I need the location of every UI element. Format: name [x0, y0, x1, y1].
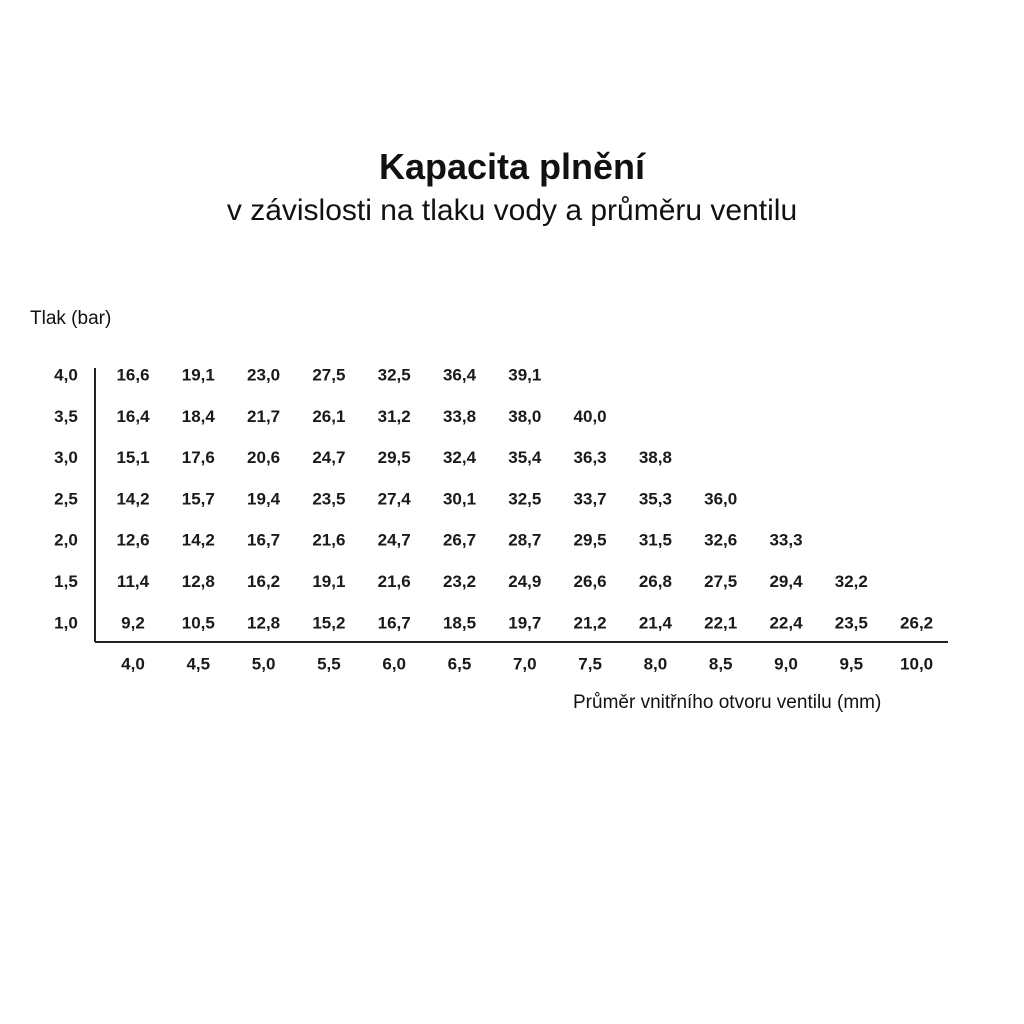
- table-cell-value: 32,5: [377, 365, 411, 385]
- table-cell-value: 19,7: [508, 613, 542, 633]
- table-cell-value: 19,4: [247, 489, 281, 509]
- chart-title: Kapacita plnění: [378, 146, 646, 187]
- table-cell-value: 21,6: [312, 530, 346, 550]
- table-cell-value: 24,9: [508, 572, 542, 591]
- table-cell-value: 21,2: [573, 613, 607, 633]
- table-cell-value: 14,2: [116, 489, 150, 509]
- x-tick-label: 9,0: [774, 654, 798, 674]
- table-cell-value: 14,2: [181, 530, 215, 550]
- table-cell-value: 26,7: [442, 530, 477, 550]
- table-cell-value: 38,8: [638, 448, 672, 468]
- table-cell-value: 16,6: [116, 365, 150, 385]
- table-cell-value: 15,2: [312, 613, 346, 633]
- table-cell-value: 26,8: [638, 572, 672, 591]
- table-cell-value: 24,7: [312, 448, 346, 468]
- x-tick-label: 7,0: [512, 654, 537, 674]
- table-cell-value: 19,1: [312, 572, 346, 591]
- table-cell-value: 33,3: [769, 530, 803, 550]
- y-axis-label: Tlak (bar): [30, 308, 112, 329]
- table-cell-value: 11,4: [116, 572, 150, 591]
- table-cell-value: 22,4: [769, 613, 803, 633]
- table-cell-value: 32,4: [442, 448, 477, 468]
- table-cell-value: 26,2: [900, 613, 934, 633]
- y-tick-label: 2,0: [54, 530, 78, 550]
- table-cell-value: 35,4: [508, 448, 542, 468]
- x-tick-label: 6,0: [382, 654, 407, 674]
- table-cell-value: 18,5: [442, 613, 477, 633]
- table-cell-value: 23,0: [247, 365, 281, 385]
- table-cell-value: 29,5: [377, 448, 411, 468]
- y-tick-label: 4,0: [54, 365, 78, 385]
- table-cell-value: 16,2: [247, 572, 281, 591]
- table-cell-value: 40,0: [573, 406, 607, 426]
- chart-subtitle: v závislosti na tlaku vody a průměru ventilu: [226, 194, 798, 227]
- table-cell-value: 23,2: [442, 572, 477, 591]
- table-cell-value: 32,2: [834, 572, 868, 591]
- x-tick-label: 10,0: [900, 654, 934, 674]
- table-cell-value: 31,5: [638, 530, 672, 550]
- x-tick-label: 8,0: [643, 654, 668, 674]
- x-tick-label: 4,0: [121, 654, 145, 674]
- table-cell-value: 16,4: [116, 406, 150, 426]
- x-tick-label: 9,5: [839, 654, 864, 674]
- table-cell-value: 21,4: [638, 613, 672, 633]
- table-cell-value: 16,7: [377, 613, 411, 633]
- table-cell-value: 20,6: [247, 448, 281, 468]
- table-cell-value: 33,8: [442, 406, 477, 426]
- table-cell-value: 36,4: [442, 365, 477, 385]
- table-cell-value: 16,7: [247, 530, 281, 550]
- table-cell-value: 12,8: [181, 572, 215, 591]
- table-cell-value: 15,1: [116, 448, 150, 468]
- table-cell-value: 21,7: [247, 406, 281, 426]
- table-cell-value: 27,4: [377, 489, 411, 509]
- table-cell-value: 24,7: [377, 530, 411, 550]
- x-tick-label: 5,0: [251, 654, 276, 674]
- table-cell-value: 9,2: [121, 613, 145, 633]
- table-cell-value: 35,3: [638, 489, 672, 509]
- table-cell-value: 15,7: [181, 489, 215, 509]
- table-cell-value: 28,7: [508, 530, 542, 550]
- table-cell-value: 29,4: [769, 572, 803, 591]
- table-cell-value: 26,1: [312, 406, 346, 426]
- table-cell-value: 17,6: [181, 448, 215, 468]
- table-cell-value: 21,6: [377, 572, 411, 591]
- table-cell-value: 32,6: [704, 530, 738, 550]
- table-cell-value: 30,1: [442, 489, 477, 509]
- y-tick-label: 3,5: [54, 406, 78, 426]
- table-cell-value: 27,5: [312, 365, 346, 385]
- table-cell-value: 22,1: [704, 613, 738, 633]
- y-tick-label: 3,0: [54, 448, 78, 468]
- y-tick-label: 1,0: [54, 613, 78, 633]
- table-cell-value: 36,3: [573, 448, 607, 468]
- x-tick-label: 7,5: [578, 654, 602, 674]
- x-axis-label: Průměr vnitřního otvoru ventilu (mm): [573, 692, 882, 713]
- x-tick-label: 8,5: [708, 654, 733, 674]
- y-tick-label: 1,5: [54, 572, 78, 591]
- table-cell-value: 33,7: [573, 489, 607, 509]
- table-cell-value: 10,5: [181, 613, 215, 633]
- table-cell-value: 29,5: [573, 530, 607, 550]
- table-cell-value: 38,0: [508, 406, 542, 426]
- table-cell-value: 23,5: [312, 489, 346, 509]
- table-cell-value: 18,4: [181, 406, 215, 426]
- x-tick-label: 4,5: [186, 654, 211, 674]
- table-cell-value: 27,5: [704, 572, 738, 591]
- table-cell-value: 36,0: [704, 489, 738, 509]
- table-cell-value: 31,2: [377, 406, 411, 426]
- table-cell-value: 23,5: [834, 613, 868, 633]
- table-cell-value: 19,1: [181, 365, 215, 385]
- table-cell-value: 12,6: [116, 530, 150, 550]
- y-tick-label: 2,5: [54, 489, 78, 509]
- table-cell-value: 26,6: [573, 572, 607, 591]
- table-cell-value: 39,1: [508, 365, 542, 385]
- table-cell-value: 32,5: [508, 489, 542, 509]
- x-tick-label: 6,5: [447, 654, 472, 674]
- table-cell-value: 12,8: [247, 613, 281, 633]
- x-tick-label: 5,5: [317, 654, 341, 674]
